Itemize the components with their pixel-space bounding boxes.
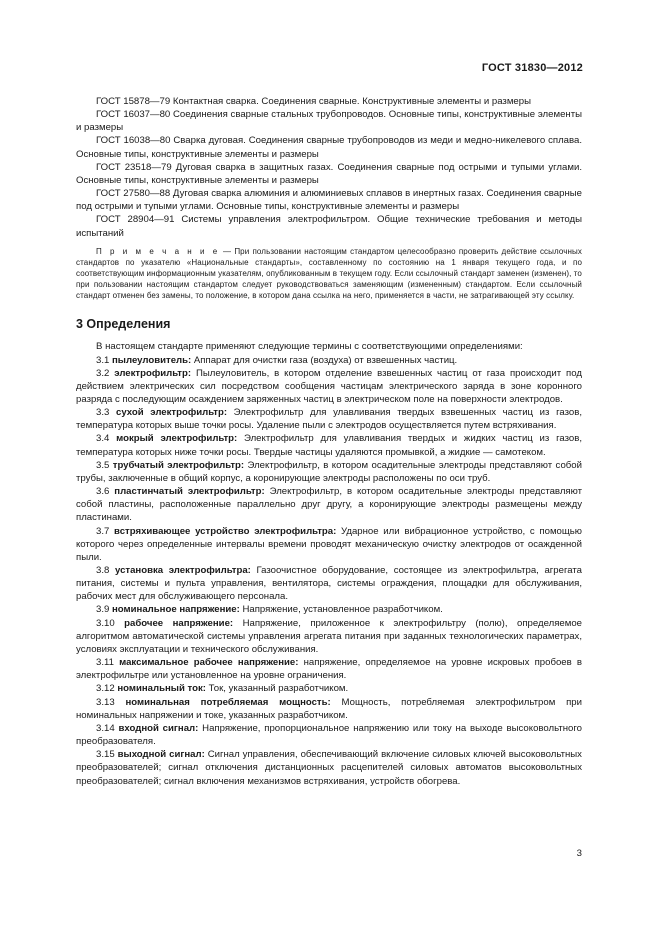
definition-text: Аппарат для очистки газа (воздуха) от взвешенных частиц. (191, 354, 458, 366)
definition-item (76, 459, 582, 485)
definition-item (76, 722, 582, 748)
definition-number: 3.8 (96, 565, 115, 576)
definition-text: Электрофильтр, в котором осадительные электроды представляют собой трубы, заключенные в общий корпус, а коронирующие электроды расположены по оси труб. (76, 459, 582, 484)
definition-text: Сигнал управления, обеспечивающий включение силовых ключей высоковольтных преобразователей; сигнал отключения дистанционных расцепителей силовых автоматов высоковольтных преобразователей; сигнал включения механизмов встряхивания, устройств обогрева. (76, 749, 582, 787)
definition-text: Электрофильтр для улавливания твердых и жидких частиц из газов, температура которых ниже точки росы. Твердые частицы удаляются промывкой, а жидкие — самотеком. (76, 433, 582, 458)
definition-text: Электрофильтр для улавливания твердых взвешенных частиц из газов, температура которых выше точки росы. Удаление пыли с электродов осуществляется путем встряхивания. (76, 407, 582, 432)
definition-number: 3.5 (96, 459, 113, 471)
definition-term: сухой электрофильтр: (115, 407, 228, 419)
definition-text: Газоочистное оборудование, состоящее из электрофильтра, агрегата питания, системы и пульта управления, вентилятора, системы ограждения, площадки для обслуживания, рабочих мест для обслуживающего персонала. (76, 565, 582, 603)
definition-term: входной сигнал: (118, 722, 199, 734)
definition-number: 3.15 (96, 749, 118, 761)
definition-item (76, 525, 582, 564)
definition-number: 3.4 (96, 433, 117, 445)
definition-number: 3.14 (96, 722, 119, 734)
definition-item (76, 617, 582, 656)
definition-number: 3.3 (96, 407, 116, 419)
note-text: — При пользовании настоящим стандартом целесообразно проверить действие ссылочных стандартов по указателю «Национальные стандарты», составленному по состоянию на 1 января текущего года, и по соответствующим информационным указателям, опубликованным в текущем году. Если ссылочный стандарт заменен (изменен), то при пользовании настоящим стандартом следует руководствоваться заменяющим (измененным) стандартом. Если ссылочный стандарт отменен без замены, то положение, в котором дана ссылка на него, применяется в части, не затрагивающей эту ссылку. (76, 246, 582, 301)
definition-text: Мощность, потребляемая электрофильтром при номинальных напряжении и токе, указанных разработчиком. (76, 696, 582, 721)
definition-item (76, 432, 582, 458)
definition-text: Пылеуловитель, в котором отделение взвешенных частиц от газа происходит под действием электрических сил посредством сообщения частицам электрического заряда в зоне коронного разряда с последующим осаждением заряженных частиц в электрическом поле на поверхности электродов. (76, 367, 582, 405)
definition-text: Ударное или вибрационное устройство, с помощью которого через определенные интервалы времени проводят механическую очистку электродов от осажденной пыли. (76, 525, 582, 563)
definition-term: встряхивающее устройство электрофильтра: (114, 525, 337, 537)
note-paragraph (76, 246, 582, 301)
definition-item (76, 367, 582, 406)
reference-item: ГОСТ 16038—80 Сварка дуговая. Соединения сварные трубопроводов из меди и медно-никелевого сплава. Основные типы, конструктивные элементы и размеры (76, 135, 582, 160)
definition-text: Напряжение, пропорциональное напряжению или току на выходе высоковольтного преобразователя. (76, 722, 583, 748)
reference-item: ГОСТ 28904—91 Системы управления электрофильтром. Общие технические требования и методы испытаний (76, 214, 582, 239)
definition-number: 3.7 (96, 525, 115, 537)
definition-number: 3.10 (96, 617, 125, 629)
definition-item (76, 748, 582, 787)
definition-term: трубчатый электрофильтр: (112, 459, 245, 471)
definition-term: электрофильтр: (114, 367, 192, 379)
definition-term: номинальное напряжение: (112, 604, 240, 616)
note-label: П р и м е ч а н и е (96, 246, 220, 256)
definition-text: Напряжение, приложенное к электрофильтру (полю), определяемое алгоритмом автоматической системы управления агрегата питания при заданных технологических параметрах, условиях эксплуатации и технического обслуживания. (76, 617, 582, 655)
reference-item: ГОСТ 27580—88 Дуговая сварка алюминия и алюминиевых сплавов в инертных газах. Соединения сварные под острыми и тупыми углами. Основные типы, конструктивные элементы и размеры (76, 188, 582, 213)
definition-item (76, 406, 582, 432)
definition-term: пластинчатый электрофильтр: (114, 486, 265, 498)
definition-number: 3.11 (96, 657, 120, 669)
definition-item (76, 354, 582, 367)
definitions-list (76, 354, 582, 788)
definition-item (76, 485, 582, 524)
section-title: 3 Определения (76, 317, 171, 332)
definition-term: пылеуловитель: (112, 354, 192, 366)
definition-item (76, 682, 582, 695)
definition-number: 3.6 (96, 486, 115, 498)
definition-number: 3.1 (96, 354, 113, 366)
definition-number: 3.12 (96, 683, 118, 695)
definition-term: установка электрофильтра: (114, 565, 251, 576)
references-list (76, 95, 582, 240)
definition-item (76, 696, 582, 722)
definition-term: максимальное рабочее напряжение: (119, 657, 299, 669)
reference-item: ГОСТ 16037—80 Соединения сварные стальных трубопроводов. Основные типы, конструктивные элементы и размеры (76, 109, 582, 134)
reference-item: ГОСТ 23518—79 Дуговая сварка в защитных газах. Соединения сварные под острыми и тупыми углами. Основные типы, конструктивные элементы и размеры (76, 161, 582, 186)
definition-item (76, 564, 582, 603)
definition-text: Напряжение, установленное разработчиком. (239, 604, 443, 616)
definition-text: Ток, указанный разработчиком. (205, 683, 349, 695)
definition-term: выходной сигнал: (117, 749, 205, 761)
definition-number: 3.13 (96, 696, 126, 708)
reference-item: ГОСТ 15878—79 Контактная сварка. Соединения сварные. Конструктивные элементы и размеры (96, 96, 531, 107)
page-number: 3 (576, 848, 582, 859)
page-body (76, 95, 582, 788)
definition-term: рабочее напряжение: (124, 617, 234, 629)
definition-item (76, 603, 582, 616)
definition-number: 3.2 (96, 367, 115, 379)
document-code-header: ГОСТ 31830—2012 (481, 62, 583, 74)
definition-term: номинальный ток: (117, 683, 206, 695)
definition-item (76, 656, 582, 682)
definition-text: напряжение, определяемое на уровне искровых пробоев в электрофильтре или установленное на уровне ограничения. (76, 657, 582, 682)
definition-number: 3.9 (96, 604, 113, 616)
section-intro: В настоящем стандарте применяют следующие термины с соответствующими определениями: (96, 341, 523, 353)
definition-text: Электрофильтр, в котором осадительные электроды представляют собой пластины, расположенные параллельно друг другу, а коронирующие электроды размещены между пластинами. (76, 486, 582, 524)
definition-term: мокрый электрофильтр: (116, 433, 238, 445)
definition-term: номинальная потребляемая мощность: (125, 696, 331, 708)
